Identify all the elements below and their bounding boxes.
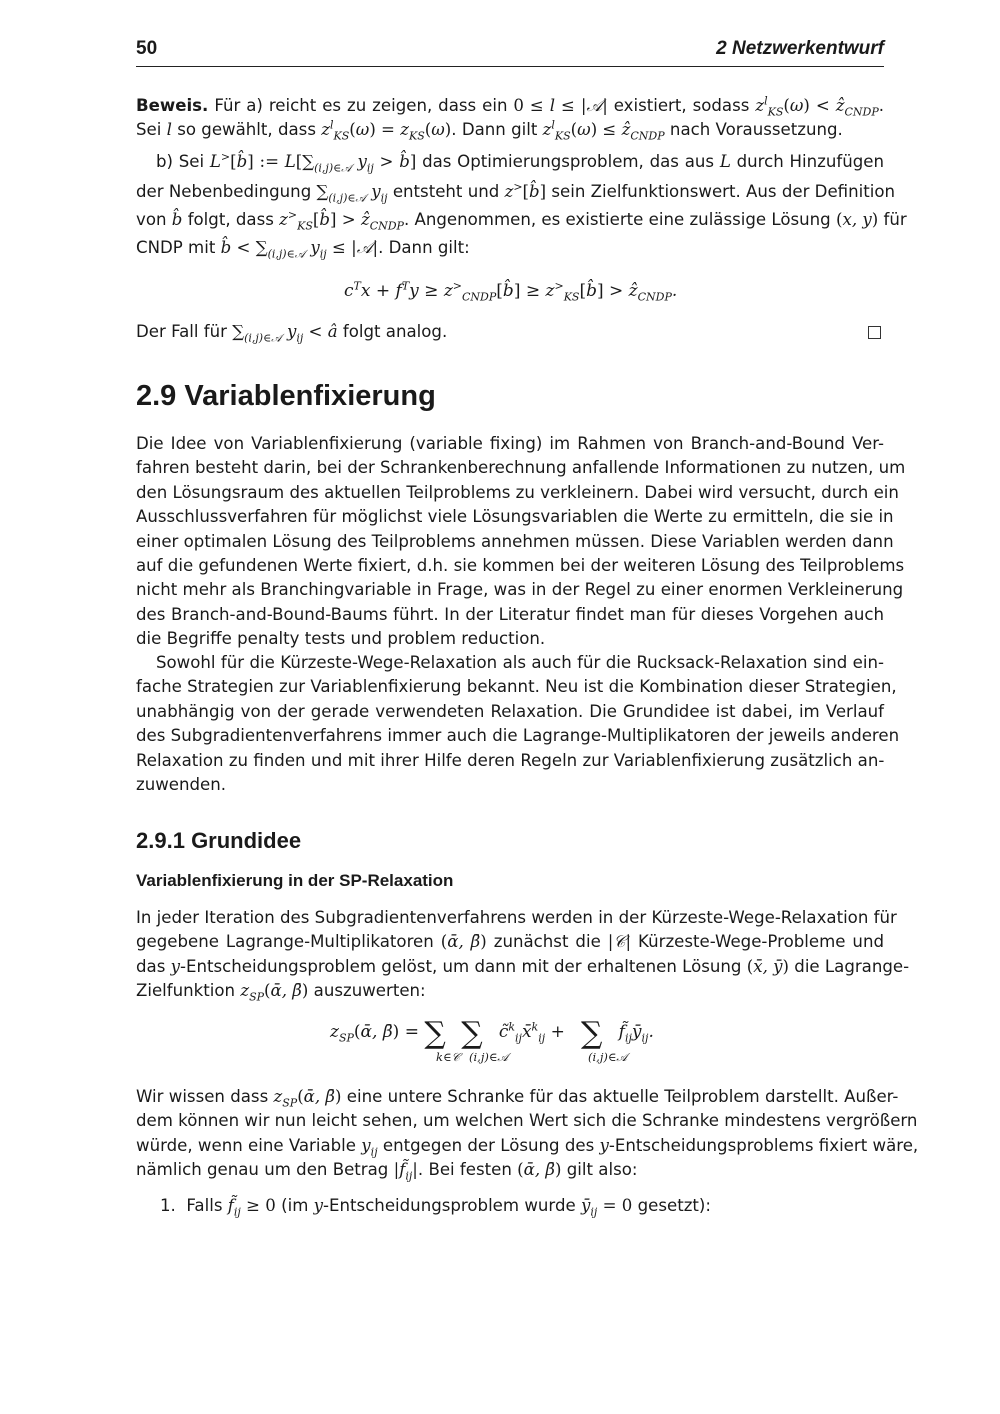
section-heading: 2.9 Variablenfixierung bbox=[136, 380, 436, 412]
text-line: dem können wir nun leicht sehen, um welchen Wert sich die Schranke mindestens vergrößern bbox=[136, 1111, 918, 1131]
running-chapter-title: 2 Netzwerkentwurf bbox=[716, 38, 884, 59]
proof-line-2: Sei l so gewählt, dass $z^l_{KS}(\omega) = z_{KS}(\omega)$. Dann gilt $z^l_{KS}(\omega)$ ≤ ẑ$_{CNDP}$ nach Voraussetzung. bbox=[136, 118, 843, 143]
text-line: nicht mehr als Branchingvariable in Frage, was in der Regel zu einer enormen Verkleinerung bbox=[136, 580, 904, 600]
qed-square bbox=[868, 326, 881, 339]
text-line: den Lösungsraum des aktuellen Teilproblems zu verkleinern. Dabei wird versucht, durch ein bbox=[136, 482, 899, 502]
proof-line-1: Beweis. Für a) reicht es zu zeigen, dass ein 0 ≤ l ≤ |𝒜| existiert, sodass $z^l_{KS}(\omega)$ < ẑ$_{CNDP}$. bbox=[136, 94, 884, 119]
subsection-heading: 2.9.1 Grundidee bbox=[136, 828, 302, 853]
text-line: Die Idee von Variablenfixierung (variable fixing) im Rahmen von Branch-and-Bound Ver- bbox=[136, 434, 884, 453]
page-number: 50 bbox=[136, 38, 158, 59]
text-line: einer optimalen Lösung des Teilproblems annehmen müssen. Diese Variablen werden dann bbox=[136, 531, 894, 551]
text-line: die Begriffe penalty tests und problem reduction. bbox=[136, 629, 546, 649]
text-line: fache Strategien zur Variablenfixierung bekannt. Neu ist die Kombination dieser Strategien, bbox=[136, 677, 897, 697]
proof-line-4: der Nebenbedingung $\sum_{(i,j)\in 𝒜}$ $y_{ij}$ entsteht und z>[b̂] sein Zielfunktionswert. Aus der Definition bbox=[136, 180, 896, 205]
sum-index-arcs: (i,j)∈𝒜 bbox=[469, 1050, 509, 1064]
paragraph-heading: Variablenfixierung in der SP-Relaxation bbox=[136, 871, 454, 890]
text-line: In jeder Iteration des Subgradientenverfahrens werden in der Kürzeste-Wege-Relaxation für bbox=[136, 908, 897, 927]
proof-line-6: CNDP mit b̂ < $\sum_{(i,j)\in 𝒜}$ $y_{ij}$ ≤ |𝒜|. Dann gilt: bbox=[136, 238, 470, 261]
document-page: 50 2 Netzwerkentwurf Beweis. Für a) reicht es zu zeigen, dass ein 0 ≤ l ≤ |𝒜| existiert, sodass $z^l_{KS}(\omega)$ < ẑ$_{CNDP}$. Sei l so gewählt, dass $z^l_{KS}(\omega) = z_{KS}(\omega)$. Dann gilt $z^l_{KS}(\omega)$ ≤ ẑ$_{CNDP}$ nach Voraussetzung. b) Sei L>[b̂] := $L[\sum_{(i,j)\in 𝒜}$ $y_{ij}$ > b̂] das Optimierungsproblem, das aus L durch Hinzufügen der Nebenbedingung $\sum_{(i,j)\in 𝒜}$ $y_{ij}$ entsteht und z>[b̂] sein Zielfunktionswert. Aus der Definition von b̂ folgt, dass $z^>_{KS}[b̂]$ > ẑ$_{CNDP}$. Angenommen, es existierte eine zulässige Lösung (x, y) für CNDP mit b̂ < $\sum_{(i,j)\in 𝒜}$ $y_{ij}$ ≤ |𝒜|. Dann gilt: $c^Tx + f^Ty$ ≥ $z^>_{CNDP}[b̂]$ ≥ $z^>_{KS}[b̂]$ > ẑ$_{CNDP}$. Der Fall für $\sum_{(i,j)\in 𝒜}$ $y_{ij}$ < â folgt analog. 2.9 Variablenfixierung Die Idee von Variablenfixierung (variable fixing) im Rahmen von Branch-and-Bound Ver- fahren besteht darin, bei der Schrankenberechnung anfallende Informationen zu nutzen, um den Lösungsraum des aktuellen Teilproblems zu verkleinern. Dabei wird versucht, durch ein Ausschlussverfahren für möglichst viele Lösungsvariablen die Werte zu ermitteln, die sie in einer optimalen Lösung des Teilproblems annehmen müssen. Diese Variablen werden dann auf die gefundenen Werte fixiert, d.h. sie kommen bei der weiteren Lösung des Teilproblems nicht mehr als Branchingvariable in Frage, was in der Regel zu einer enormen Verkleinerung des Branch-and-Bound-Baums führt. In der Literatur findet man für dieses Vorgehen auch die Begriffe penalty tests und problem reduction. Sowohl für die Kürzeste-Wege-Relaxation als auch für die Rucksack-Relaxation sind ein- fache Strategien zur Variablenfixierung bekannt. Neu ist die Kombination dieser Strategien, unabhängig von der gerade verwendeten Relaxation. Die Grundidee ist dabei, im Verlauf des Subgradientenverfahrens immer auch die Lagrange-Multiplikatoren der jeweils anderen Relaxation zu finden und mit ihrer Hilfe deren Regeln zur Variablenfixierung zusätzlich an- zuwenden. 2.9.1 Grundidee Variablenfixierung in der SP-Relaxation In jeder Iteration des Subgradientenverfahrens werden in der Kürzeste-Wege-Relaxation für gegebene Lagrange-Multiplikatoren (ᾱ, β̄) zunächst die |𝒞| Kürzeste-Wege-Probleme und das y-Entscheidungsproblem gelöst, um dann mit der erhaltenen Lösung (x̄, ȳ) die Lagrange- Zielfunktion $z_{SP}(ᾱ$, β̄) auszuwerten: $z_{SP}(ᾱ$, β̄) = ∑ ∑ c̃$^k_{ij}$x̄$^k_{ij}$ + ∑ $f̃_{ij}ȳ_{ij}$. k∈𝒞 (i,j)∈𝒜 (i,j)∈𝒜 Wir wissen dass $z_{SP}(ᾱ$, β̄) eine untere Schranke für das aktuelle Teilproblem darstellt. Außer- dem können wir nun leicht sehen, um welchen Wert sich die Schranke mindestens vergrößern würde, wenn eine Variable $y_{ij}$ entgegen der Lösung des y-Entscheidungsproblems fixiert wäre, nämlich genau um den Betrag $|f̃_{ij}|$. Bei festen (ᾱ, β̄) gilt also: 1. Falls $f̃_{ij} \ge 0$ (im y-Entscheidungsproblem wurde $ȳ_{ij} = 0$ gesetzt): bbox=[136, 38, 919, 1219]
proof-line-3: b) Sei L>[b̂] := $L[\sum_{(i,j)\in 𝒜}$ $y_{ij}$ > b̂] das Optimierungsproblem, das aus L durch Hinzufügen bbox=[156, 150, 884, 175]
text-line: zuwenden. bbox=[136, 775, 227, 794]
sum-index-arcs-2: (i,j)∈𝒜 bbox=[588, 1050, 628, 1064]
text-line: Wir wissen dass $z_{SP}(ᾱ$, β̄) eine untere Schranke für das aktuelle Teilproblem darstellt. Außer- bbox=[136, 1087, 899, 1110]
text-line: unabhängig von der gerade verwendeten Relaxation. Die Grundidee ist dabei, im Verlauf bbox=[136, 701, 884, 721]
sum-index-k: k∈𝒞 bbox=[436, 1050, 460, 1064]
proof-display-equation: $c^Tx + f^Ty$ ≥ $z^>_{CNDP}[b̂]$ ≥ $z^>_{KS}[b̂]$ > ẑ$_{CNDP}$. bbox=[344, 279, 678, 304]
text-line: Relaxation zu finden und mit ihrer Hilfe deren Regeln zur Variablenfixierung zusätzlich an- bbox=[136, 750, 885, 770]
text-line: auf die gefundenen Werte fixiert, d.h. sie kommen bei der weiteren Lösung des Teilproblems bbox=[136, 556, 905, 575]
text-line: würde, wenn eine Variable $y_{ij}$ entgegen der Lösung des y-Entscheidungsproblems fixiert wäre, bbox=[136, 1135, 919, 1159]
text-line: Zielfunktion $z_{SP}(ᾱ$, β̄) auszuwerten: bbox=[136, 981, 426, 1004]
text-line: nämlich genau um den Betrag $|f̃_{ij}|$. Bei festen (ᾱ, β̄) gilt also: bbox=[136, 1160, 638, 1183]
text-line: des Branch-and-Bound-Baums führt. In der Literatur findet man für dieses Vorgehen auch bbox=[136, 604, 884, 624]
zsp-display-equation: $z_{SP}(ᾱ$, β̄) = ∑ ∑ c̃$^k_{ij}$x̄$^k_{ij}$ + ∑ $f̃_{ij}ȳ_{ij}$. bbox=[330, 1016, 654, 1051]
list-item: 1. Falls $f̃_{ij} \ge 0$ (im y-Entscheidungsproblem wurde $ȳ_{ij} = 0$ gesetzt): bbox=[160, 1196, 711, 1219]
text-line: des Subgradientenverfahrens immer auch die Lagrange-Multiplikatoren der jeweils anderen bbox=[136, 726, 900, 746]
text-line: Ausschlussverfahren für möglichst viele Lösungsvariablen die Werte zu ermitteln, die sie in bbox=[136, 507, 894, 527]
text-line: das y-Entscheidungsproblem gelöst, um dann mit der erhaltenen Lösung (x̄, ȳ) die Lagrange- bbox=[136, 956, 910, 976]
text-line: gegebene Lagrange-Multiplikatoren (ᾱ, β̄) zunächst die |𝒞| Kürzeste-Wege-Probleme und bbox=[136, 932, 884, 952]
text-line: fahren besteht darin, bei der Schrankenberechnung anfallende Informationen zu nutzen, um bbox=[136, 458, 906, 478]
proof-line-5: von b̂ folgt, dass $z^>_{KS}[b̂]$ > ẑ$_{CNDP}$. Angenommen, es existierte eine zulässige Lösung (x, y) für bbox=[136, 208, 907, 233]
page-header bbox=[136, 36, 884, 67]
text-line: Sowohl für die Kürzeste-Wege-Relaxation als auch für die Rucksack-Relaxation sind ein- bbox=[156, 653, 884, 672]
